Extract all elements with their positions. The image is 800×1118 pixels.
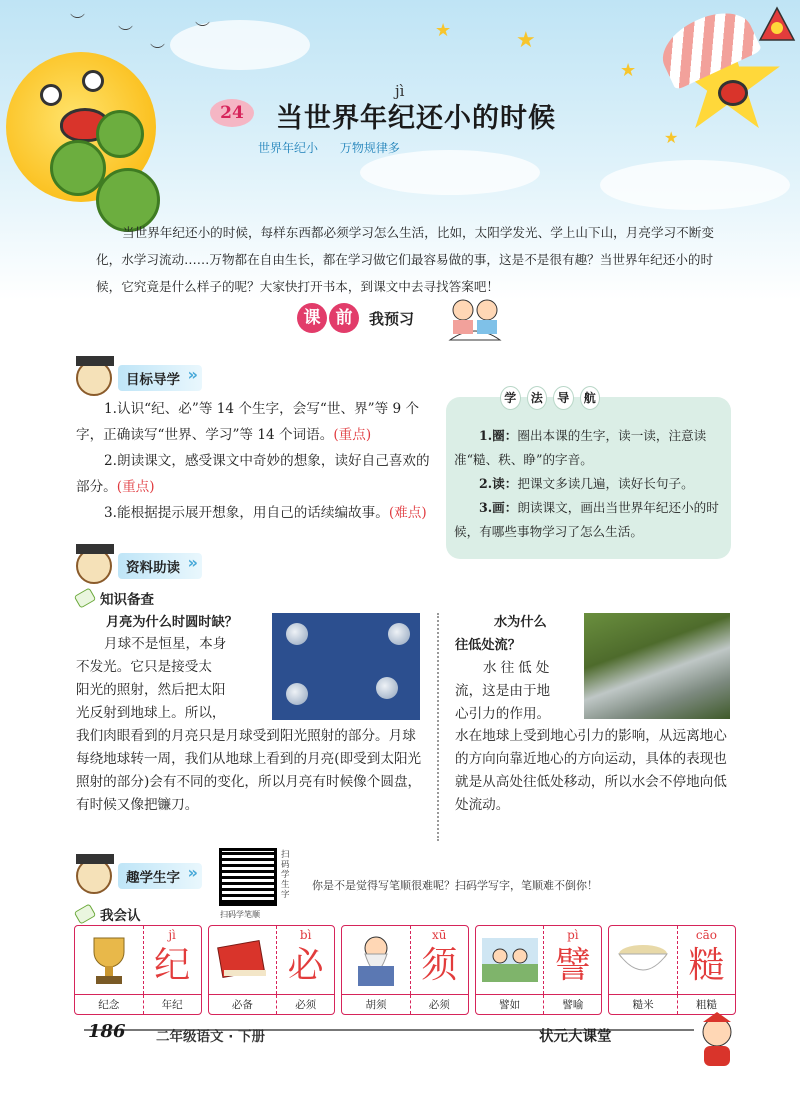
water-question-line2: 往低处流？ — [455, 638, 521, 653]
character-card — [475, 925, 603, 1015]
moon-phase-icon — [376, 677, 398, 699]
character-card — [208, 925, 336, 1015]
recognize-subheading: 我会认 — [76, 904, 141, 924]
hanzi: 纪 — [154, 945, 191, 986]
rice-bowl-icon — [609, 926, 677, 994]
vocab-word: 譬喻 — [543, 995, 601, 1014]
goal-item: 3.能根据提示展开想象，用自己的话续编故事。(难点) — [104, 505, 427, 521]
water-text-short: 水往低处 流，这是由于地 心引力的作用。 — [455, 660, 554, 722]
preview-badge-label: 我预习 — [369, 309, 415, 328]
moon-phase-icon — [286, 623, 308, 645]
star-mouth-icon — [718, 80, 748, 106]
moon-question: 月亮为什么时圆时缺？ — [106, 615, 238, 630]
bird-icon: ︶ — [150, 42, 166, 60]
reading-kids-icon — [445, 296, 505, 344]
method-item: 2.读：把课文多读几遍，读好长句子。 — [479, 476, 694, 491]
moon-text-short: 月球不是恒星，本身 不发光。它只是接受太 阳光的照射，然后把太阳 光反射到地球上。所以， — [76, 636, 227, 721]
small-star-icon: ★ — [516, 28, 536, 53]
method-item: 1.圈：圈出本课的生字，读一读，注意读准“糙、秩、睁”的字音。 — [454, 428, 707, 467]
cloud-decoration — [170, 20, 310, 70]
picture-word: 糙米 — [632, 999, 654, 1011]
pencil-icon — [74, 903, 97, 924]
tree-icon — [96, 110, 144, 158]
goal-tag: (重点) — [333, 427, 372, 443]
brand-label: 状元大课堂 — [539, 1029, 612, 1045]
scene-icon — [476, 926, 544, 994]
bird-icon: ︶ — [195, 20, 211, 38]
knowledge-subheading: 知识备查 — [76, 588, 154, 608]
grade-label: 二年级语文 · 下册 — [156, 1029, 266, 1045]
pinyin: xū — [432, 928, 447, 942]
goal-item: 2.朗读课文，感受课文中奇妙的想象，读好自己喜欢的部分。(重点) — [76, 453, 430, 495]
moon-text-rest: 我们肉眼看到的月亮只是月球受到阳光照射的部分。月球每绕地球转一周，我们从地球上看到的月亮(即受到太阳光照射的部分)会有不同的变化，所以月亮有时候像个圆盘，有时候又像把镰刀。 — [76, 728, 422, 813]
hanzi: 必 — [287, 945, 324, 986]
book-icon — [209, 926, 277, 994]
chars-heading: 趣学生字 » — [118, 863, 202, 889]
character-card — [608, 925, 736, 1015]
hanzi: 须 — [421, 945, 458, 986]
picture-word: 譬如 — [499, 999, 521, 1011]
scholar-kid-icon — [76, 360, 112, 396]
title-pinyin: jì — [395, 82, 405, 100]
chars-section-header — [76, 858, 202, 894]
brand-logo — [758, 6, 796, 44]
lesson-number-badge: 24 — [210, 99, 254, 127]
cloud-decoration — [600, 160, 790, 210]
stream-photo — [584, 613, 730, 719]
character-card — [74, 925, 202, 1015]
cloud-decoration — [360, 150, 540, 195]
picture-word: 必备 — [231, 999, 253, 1011]
small-star-icon: ★ — [664, 128, 679, 147]
method-heading-char: 航 — [580, 386, 601, 410]
scholar-kid-icon — [76, 548, 112, 584]
small-star-icon: ★ — [620, 60, 637, 81]
qr-caption: 扫码学笔顺 — [220, 910, 260, 919]
bird-icon: ︶ — [70, 12, 86, 30]
preview-badge-char: 课 — [297, 303, 327, 333]
goal-tag: (重点) — [116, 479, 155, 495]
water-question-line1: 水为什么 — [494, 615, 547, 630]
old-man-icon — [342, 926, 410, 994]
page-subtitle: 世界年纪小 万物规律多 — [258, 141, 400, 155]
method-item: 3.画：朗读课文，画出当世界年纪还小的时候，有哪些事物学习了怎么生活。 — [454, 500, 719, 539]
qr-code[interactable] — [219, 848, 277, 906]
sun-eye-icon — [40, 84, 62, 106]
preview-badge-char: 前 — [329, 303, 359, 333]
intro-paragraph: 当世界年纪还小的时候，每样东西都必须学习怎么生活，比如，太阳学发光、学上山下山，月亮学习不断变化，水学习流动……万物都在自由生长，都在学习做它们最容易做的事，这是不是很有趣？当世界年纪还小的时候，它究竟是什么样子的呢？大家快打开书本，到课文中去寻找答案吧！ — [96, 225, 714, 294]
small-star-icon: ★ — [435, 20, 452, 41]
pencil-icon — [74, 587, 97, 608]
page-number: 186 — [88, 1021, 126, 1042]
bird-icon: ︶ — [118, 24, 134, 42]
goals-section-header — [76, 360, 202, 396]
goals-heading: 目标导学 » — [118, 365, 202, 391]
column-divider — [437, 613, 439, 841]
water-text-rest: 水在地球上受到地心引力的影响，从远离地心的方向向靠近地心的方向运动，具体的表现也就是从高处往低处移动，所以水会不停地向低处流动。 — [455, 728, 727, 813]
resources-heading: 资料助读 » — [118, 553, 202, 579]
pinyin: jì — [168, 928, 176, 942]
stroke-order-hint: 你是不是觉得写笔顺很难呢？扫码学写字，笔顺难不倒你！ — [312, 879, 598, 892]
sun-eye-icon — [82, 70, 104, 92]
pinyin: pì — [567, 928, 579, 942]
picture-word: 胡须 — [365, 999, 387, 1011]
hanzi: 譬 — [554, 945, 591, 986]
pinyin: cāo — [695, 928, 718, 942]
method-heading-char: 导 — [553, 386, 574, 410]
mascot-icon — [694, 1012, 740, 1068]
method-heading-char: 法 — [527, 386, 548, 410]
vocab-word: 年纪 — [143, 995, 201, 1014]
goals-list — [76, 396, 440, 526]
goal-item: 1.认识“纪、必”等 14 个生字，会写“世、界”等 9 个字，正确读写“世界、学习”等 14 个词语。(重点) — [76, 401, 420, 443]
character-cards — [74, 925, 736, 1015]
page-title: 当世界年纪还小的时候 — [276, 103, 556, 134]
method-list — [454, 424, 726, 544]
qr-side-label: 扫码学生字 — [281, 850, 290, 900]
method-heading — [500, 386, 600, 410]
trophy-icon — [75, 926, 143, 994]
goal-tag: (难点) — [388, 505, 427, 521]
resources-section-header — [76, 548, 202, 584]
scholar-kid-icon — [76, 858, 112, 894]
vocab-word: 必须 — [410, 995, 468, 1014]
preview-badge — [297, 303, 414, 333]
vocab-word: 必须 — [276, 995, 334, 1014]
hanzi: 糙 — [688, 945, 725, 986]
moon-phase-icon — [286, 683, 308, 705]
moon-phases-photo — [272, 613, 420, 720]
vocab-word: 粗糙 — [677, 995, 735, 1014]
method-heading-char: 学 — [500, 386, 521, 410]
picture-word: 纪念 — [98, 999, 120, 1011]
character-card — [341, 925, 469, 1015]
moon-phase-icon — [388, 623, 410, 645]
pinyin: bì — [299, 928, 312, 942]
